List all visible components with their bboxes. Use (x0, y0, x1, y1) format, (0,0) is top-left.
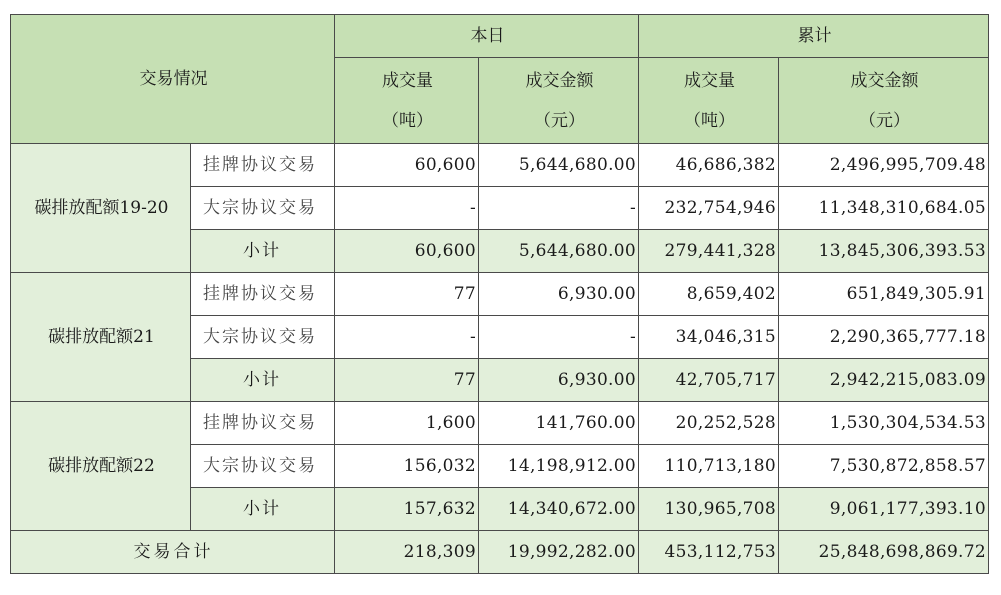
cum-volume: 42,705,717 (639, 359, 779, 402)
table-row (11, 144, 989, 187)
cum-amount: 2,496,995,709.48 (779, 144, 989, 187)
trade-mode: 大宗协议交易 (191, 445, 335, 488)
today-amount: 5,644,680.00 (479, 144, 639, 187)
today-volume: 60,600 (335, 230, 479, 273)
subtotal-label: 小计 (191, 488, 335, 531)
trade-summary-table (10, 14, 989, 574)
today-volume: 77 (335, 359, 479, 402)
trade-mode: 大宗协议交易 (191, 316, 335, 359)
header-cum-volume-label: 成交量 (684, 70, 735, 91)
total-today-amount: 19,992,282.00 (479, 531, 639, 574)
cum-amount: 11,348,310,684.05 (779, 187, 989, 230)
header-today-volume-unit: （吨） (382, 110, 433, 131)
trade-mode: 大宗协议交易 (191, 187, 335, 230)
cum-volume: 130,965,708 (639, 488, 779, 531)
today-amount: 6,930.00 (479, 359, 639, 402)
cum-volume: 110,713,180 (639, 445, 779, 488)
trade-mode: 挂牌协议交易 (191, 402, 335, 445)
header-today: 本日 (335, 15, 639, 58)
today-amount: - (479, 187, 639, 230)
total-cum-amount: 25,848,698,869.72 (779, 531, 989, 574)
cum-amount: 13,845,306,393.53 (779, 230, 989, 273)
cum-amount: 7,530,872,858.57 (779, 445, 989, 488)
today-amount: - (479, 316, 639, 359)
subtotal-label: 小计 (191, 230, 335, 273)
total-label: 交易合计 (11, 531, 335, 574)
today-amount: 141,760.00 (479, 402, 639, 445)
cum-volume: 34,046,315 (639, 316, 779, 359)
cum-amount: 9,061,177,393.10 (779, 488, 989, 531)
today-volume: 77 (335, 273, 479, 316)
today-amount: 6,930.00 (479, 273, 639, 316)
today-amount: 14,340,672.00 (479, 488, 639, 531)
cum-volume: 232,754,946 (639, 187, 779, 230)
total-cum-volume: 453,112,753 (639, 531, 779, 574)
header-today-volume (335, 58, 479, 144)
header-cumulative: 累计 (639, 15, 989, 58)
today-amount: 5,644,680.00 (479, 230, 639, 273)
subtotal-label: 小计 (191, 359, 335, 402)
header-today-volume-label: 成交量 (382, 70, 433, 91)
group-name: 碳排放配额22 (11, 402, 191, 531)
table-row (11, 402, 989, 445)
trade-mode: 挂牌协议交易 (191, 144, 335, 187)
cum-amount: 651,849,305.91 (779, 273, 989, 316)
cum-amount: 2,942,215,083.09 (779, 359, 989, 402)
header-cum-volume-unit: （吨） (684, 110, 735, 131)
cum-amount: 1,530,304,534.53 (779, 402, 989, 445)
cum-volume: 20,252,528 (639, 402, 779, 445)
cum-volume: 46,686,382 (639, 144, 779, 187)
today-volume: 156,032 (335, 445, 479, 488)
trade-mode: 挂牌协议交易 (191, 273, 335, 316)
today-amount: 14,198,912.00 (479, 445, 639, 488)
total-today-volume: 218,309 (335, 531, 479, 574)
today-volume: 157,632 (335, 488, 479, 531)
table-row (11, 273, 989, 316)
header-cum-amount-label: 成交金额 (850, 70, 919, 91)
header-cum-amount-unit: （元） (859, 110, 910, 131)
header-today-amount-label: 成交金额 (525, 70, 594, 91)
cum-volume: 8,659,402 (639, 273, 779, 316)
group-name: 碳排放配额19-20 (11, 144, 191, 273)
header-cum-amount (779, 58, 989, 144)
header-today-amount (479, 58, 639, 144)
header-trade-situation: 交易情况 (11, 15, 335, 144)
total-row (11, 531, 989, 574)
header-cum-volume (639, 58, 779, 144)
today-volume: - (335, 187, 479, 230)
today-volume: 60,600 (335, 144, 479, 187)
header-today-amount-unit: （元） (534, 110, 585, 131)
today-volume: - (335, 316, 479, 359)
today-volume: 1,600 (335, 402, 479, 445)
header-row-1 (11, 15, 989, 58)
cum-amount: 2,290,365,777.18 (779, 316, 989, 359)
cum-volume: 279,441,328 (639, 230, 779, 273)
group-name: 碳排放配额21 (11, 273, 191, 402)
